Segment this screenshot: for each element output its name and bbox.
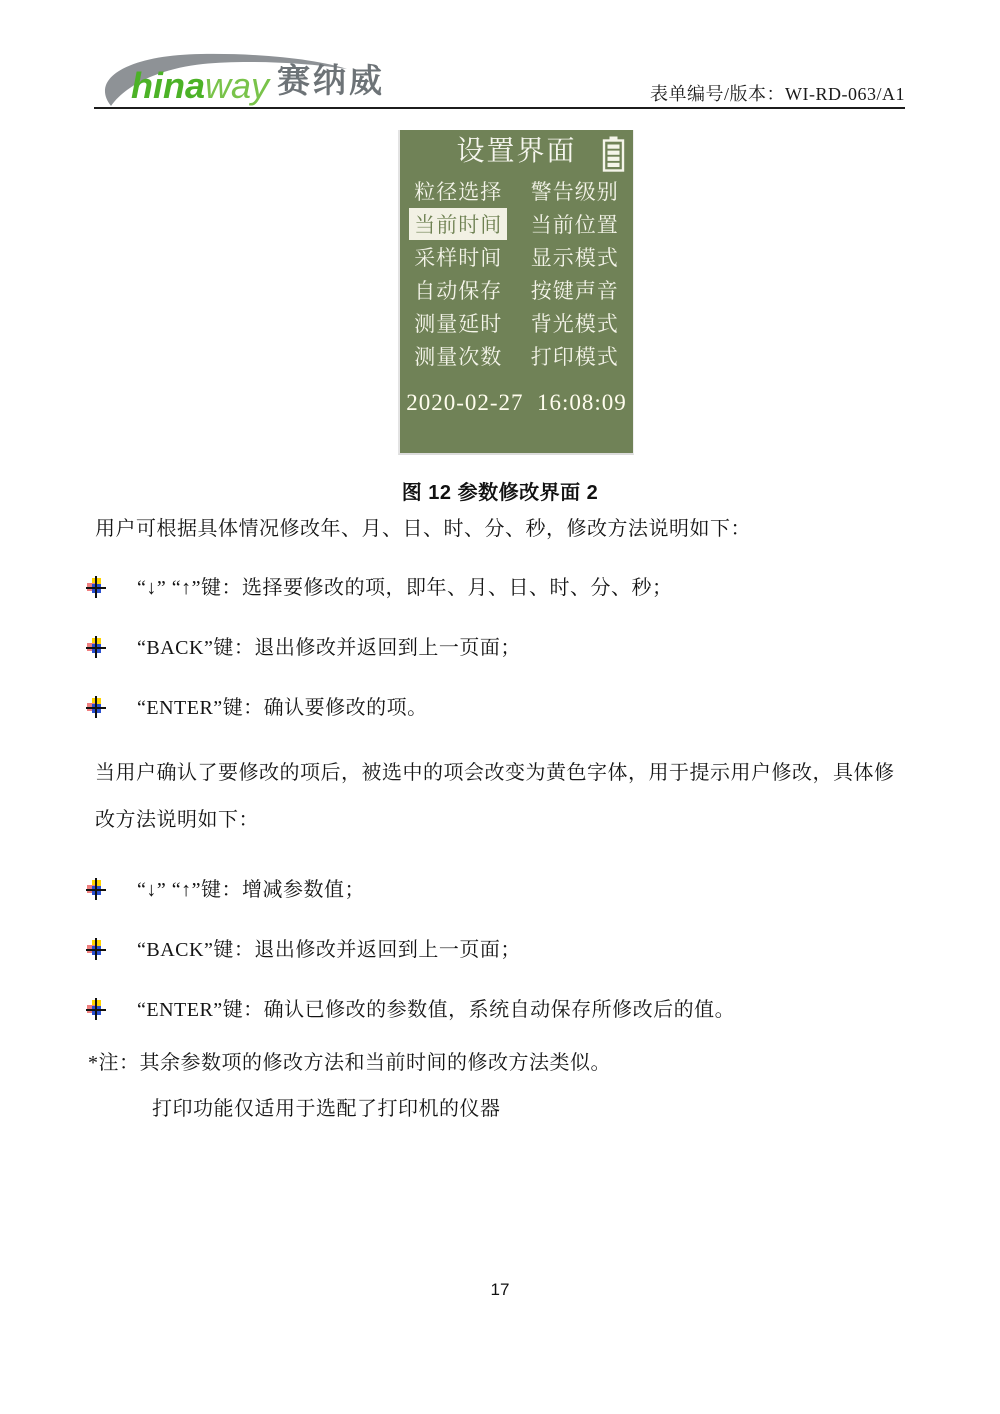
header-divider [94, 107, 905, 109]
list-item-back-key-2 [95, 937, 907, 963]
colored-cross-bullet-icon [87, 1000, 105, 1020]
device-settings-screen [398, 130, 634, 455]
list-item-text: “↓” “↑”键：增减参数值； [137, 879, 366, 901]
company-logo [95, 50, 385, 108]
list-item-text: “ENTER”键：确认已修改的参数值，系统自动保存所修改后的值。 [137, 999, 736, 1021]
colored-cross-bullet-icon [87, 578, 105, 598]
menu-item-measure-delay: 测量延时 [414, 312, 503, 336]
menu-item-warning-level: 警告级别 [530, 180, 619, 204]
list-item-back-key [95, 635, 907, 661]
colored-cross-bullet-icon [87, 880, 105, 900]
colored-cross-bullet-icon [87, 698, 105, 718]
menu-item-measure-count: 测量次数 [414, 345, 503, 369]
menu-item-key-sound: 按键声音 [530, 279, 619, 303]
page-number: 17 [490, 1280, 510, 1299]
list-item-arrows-adjust [95, 877, 907, 903]
paragraph-confirm: 当用户确认了要修改的项后，被选中的项会改变为黄色字体，用于提示用户修改，具体修改方法说明如下： [95, 762, 895, 831]
list-item-arrows-select [95, 575, 907, 601]
list-item-enter-key-2 [95, 997, 907, 1023]
settings-menu [400, 174, 633, 372]
battery-icon [602, 136, 625, 172]
logo-text-way: way [205, 65, 270, 106]
paragraph-intro: 用户可根据具体情况修改年、月、日、时、分、秒，修改方法说明如下： [95, 518, 751, 540]
screen-datetime: 2020-02-27 16:08:09 [406, 390, 627, 415]
figure-caption: 图 12 参数修改界面 2 [401, 482, 599, 504]
list-item-text: “BACK”键：退出修改并返回到上一页面； [137, 939, 521, 961]
menu-item-current-location: 当前位置 [530, 213, 619, 237]
colored-cross-bullet-icon [87, 638, 105, 658]
colored-cross-bullet-icon [87, 940, 105, 960]
menu-item-sampling-time: 采样时间 [414, 246, 503, 270]
menu-item-auto-save: 自动保存 [414, 279, 503, 303]
list-item-text: “↓” “↑”键：选择要修改的项，即年、月、日、时、分、秒； [137, 577, 673, 599]
menu-item-backlight-mode: 背光模式 [530, 312, 619, 336]
logo-wordmark [131, 65, 270, 106]
screen-title: 设置界面 [456, 135, 577, 166]
note-line-1: *注：其余参数项的修改方法和当前时间的修改方法类似。 [88, 1052, 611, 1074]
menu-item-display-mode: 显示模式 [530, 246, 619, 270]
list-item-text: “BACK”键：退出修改并返回到上一页面； [137, 637, 521, 659]
menu-item-current-time-selected: 当前时间 [400, 208, 517, 240]
menu-item-particle-size: 粒径选择 [414, 180, 503, 204]
body-text [88, 516, 907, 1122]
logo-text-hina: hina [131, 65, 206, 106]
list-item-enter-key [95, 695, 907, 721]
logo-text-chinese: 赛纳威 [277, 62, 385, 99]
menu-item-print-mode: 打印模式 [530, 345, 619, 369]
list-item-text: “ENTER”键：确认要修改的项。 [137, 697, 428, 719]
doc-code-label: 表单编号/版本：WI-RD-063/A1 [650, 84, 905, 104]
note-line-2: 打印功能仅适用于选配了打印机的仪器 [152, 1098, 501, 1120]
